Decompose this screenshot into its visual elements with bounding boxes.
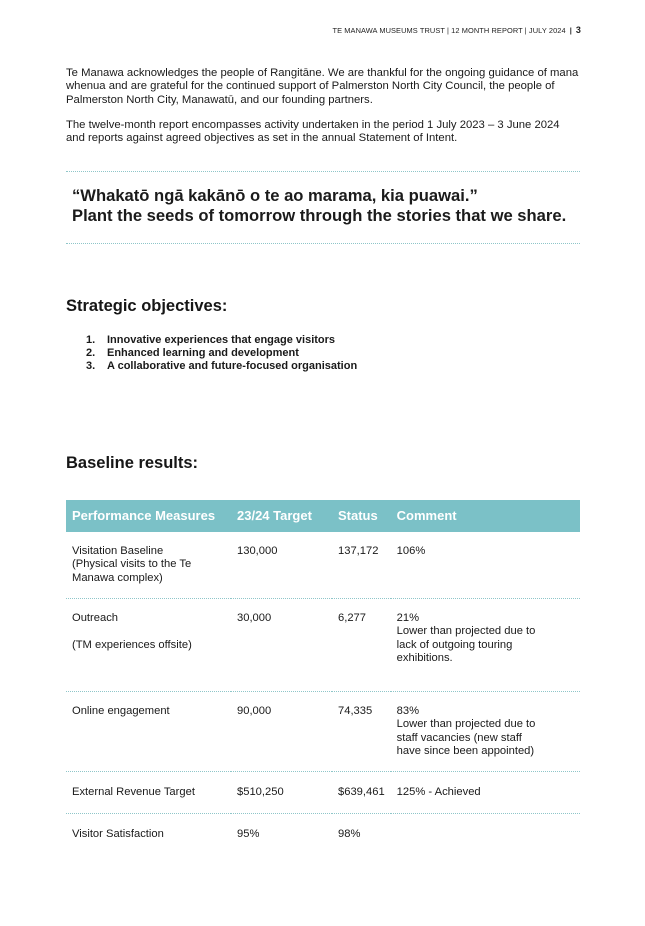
table-row: [66, 532, 580, 599]
cell-comment-line: 83%: [396, 705, 420, 717]
cell-status: [332, 532, 391, 599]
cell-measure-line: Visitor Satisfaction: [72, 828, 164, 840]
cell-target-line: 90,000: [237, 705, 272, 717]
cell-comment-line: staff vacancies (new staff: [396, 731, 522, 744]
table-row: [66, 772, 580, 814]
cell-comment: [391, 599, 580, 692]
strategic-objectives-list: [86, 334, 357, 373]
objective-text: Innovative experiences that engage visitors: [107, 334, 336, 346]
cell-target: [231, 772, 332, 814]
table-row: [66, 692, 580, 772]
quote-line-english: Plant the seeds of tomorrow through the stories that we share.: [72, 206, 567, 225]
cell-measure-line: Visitation Baseline: [72, 545, 164, 557]
cell-comment-line: 21%: [396, 612, 420, 624]
cell-measure-line: Manawa complex): [72, 571, 163, 584]
cell-status: [332, 599, 391, 692]
col-header-comment: Comment: [391, 500, 580, 532]
performance-table-header: [66, 500, 580, 532]
cell-measure-line: [72, 625, 225, 638]
cell-target-line: 30,000: [237, 612, 272, 624]
cell-measure-line: Online engagement: [72, 705, 170, 717]
cell-measure: [66, 772, 231, 814]
cell-measure-line: Outreach: [72, 612, 119, 624]
objective-item: [86, 360, 357, 373]
table-row: [66, 814, 580, 855]
cell-target-line: 130,000: [237, 545, 278, 557]
page-number: 3: [575, 25, 581, 35]
objective-number: 3.: [86, 360, 96, 372]
col-header-status: Status: [332, 500, 391, 532]
cell-status-line: 98%: [338, 828, 361, 840]
objective-number: 1.: [86, 334, 96, 346]
cell-comment-line: 125% - Achieved: [396, 786, 481, 798]
objective-item: [86, 334, 357, 347]
header-text: TE MANAWA MUSEUMS TRUST | 12 MONTH REPORT | JULY 2024: [332, 25, 566, 35]
objective-number: 2.: [86, 347, 96, 359]
intro-paragraph-report-period: The twelve-month report encompasses activity undertaken in the period 1 July 2023 – 3 June 2024 and reports against agreed objectives as set in the annual Statement of Intent.: [66, 119, 560, 145]
objective-item: [86, 347, 357, 360]
cell-comment: [391, 772, 580, 814]
cell-comment: [391, 692, 580, 772]
cell-target: [231, 532, 332, 599]
cell-target-line: $510,250: [237, 786, 284, 798]
cell-measure: [66, 692, 231, 772]
cell-status-line: 137,172: [338, 545, 379, 557]
divider-bottom: [66, 243, 580, 244]
divider-top: [66, 171, 580, 172]
quote-line-maori: “Whakatō ngā kakānō o te ao marama, kia puawai.”: [72, 186, 478, 205]
cell-status: [332, 814, 391, 855]
cell-status-line: 74,335: [338, 705, 373, 717]
col-header-measures: Performance Measures: [66, 500, 231, 532]
cell-comment-line: 106%: [396, 545, 426, 557]
cell-measure-line: External Revenue Target: [72, 786, 195, 798]
cell-status: [332, 692, 391, 772]
quote-block: [72, 186, 577, 226]
baseline-results-heading: Baseline results:: [66, 454, 199, 472]
cell-measure: [66, 599, 231, 692]
cell-target: [231, 692, 332, 772]
cell-target: [231, 814, 332, 855]
cell-measure: [66, 814, 231, 855]
cell-measure-line: (TM experiences offsite): [72, 638, 192, 651]
cell-comment: [391, 532, 580, 599]
objective-text: Enhanced learning and development: [107, 347, 299, 359]
cell-comment-line: lack of outgoing touring: [396, 638, 513, 651]
header-separator: |: [569, 25, 572, 35]
col-header-target: 23/24 Target: [231, 500, 332, 532]
performance-table: [66, 500, 580, 854]
cell-comment: [391, 814, 580, 855]
strategic-objectives-heading: Strategic objectives:: [66, 297, 228, 315]
cell-comment-line: exhibitions.: [396, 651, 453, 664]
cell-comment-line: Lower than projected due to: [396, 718, 536, 731]
cell-measure: [66, 532, 231, 599]
page-header: [332, 25, 581, 35]
cell-measure-line: (Physical visits to the Te: [72, 558, 192, 571]
cell-status-line: $639,461: [338, 786, 385, 798]
objective-text: A collaborative and future-focused organisation: [107, 360, 358, 372]
cell-status: [332, 772, 391, 814]
cell-comment-line: Lower than projected due to: [396, 625, 536, 638]
cell-target-line: 95%: [237, 828, 260, 840]
table-row: [66, 599, 580, 692]
cell-status-line: 6,277: [338, 612, 366, 624]
cell-target: [231, 599, 332, 692]
cell-comment-line: have since been appointed): [396, 744, 535, 757]
intro-paragraph-acknowledgement: Te Manawa acknowledges the people of Rangitāne. We are thankful for the ongoing guidance of mana whenua and are grateful for the continued support of Palmerston North City Council, the people of Palmerston North City, Manawatū, and our founding partners.: [66, 67, 579, 106]
